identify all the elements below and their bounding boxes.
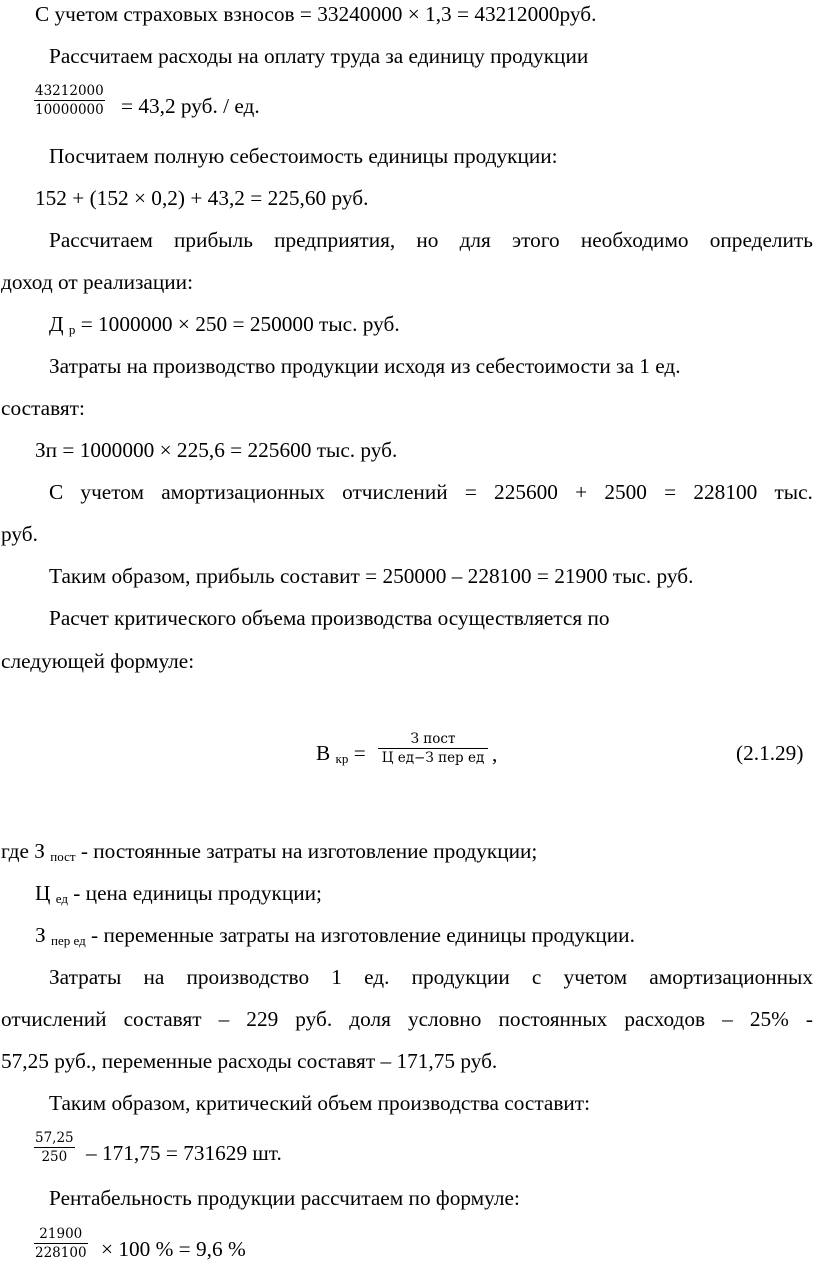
text-line: Затраты на производство продукции исходя из себестоимости за 1 ед. bbox=[49, 354, 681, 378]
justified-line bbox=[49, 479, 813, 505]
text-segment: Д bbox=[49, 312, 64, 336]
justified-line bbox=[49, 227, 813, 253]
fraction-numerator: 21900 bbox=[39, 1226, 83, 1242]
text-segment: Ц bbox=[35, 881, 51, 905]
text-line: доход от реализации: bbox=[1, 270, 193, 294]
word: с bbox=[531, 965, 542, 989]
text-line: Зп = 1000000 × 225,6 = 225600 тыс. руб. bbox=[35, 438, 398, 462]
word: расходов bbox=[624, 1007, 706, 1031]
text-segment: - цена единицы продукции; bbox=[73, 881, 322, 905]
text-line: Таким образом, прибыль составит = 250000 – 228100 = 21900 тыс. руб. bbox=[49, 564, 694, 588]
word: отчислений bbox=[342, 480, 448, 504]
equation-fraction bbox=[378, 731, 488, 766]
text-line: Рассчитаем расходы на оплату труда за единицу продукции bbox=[49, 44, 589, 68]
text-line: Таким образом, критический объем производства составит: bbox=[49, 1091, 591, 1115]
word: = bbox=[464, 480, 477, 504]
text-segment: В bbox=[316, 741, 331, 765]
text-line: Посчитаем полную себестоимость единицы продукции: bbox=[49, 144, 558, 168]
word: амортизационных bbox=[161, 480, 325, 504]
word: 2500 bbox=[604, 480, 647, 504]
word: учетом bbox=[563, 965, 628, 989]
text-line: следующей формуле: bbox=[1, 649, 195, 673]
word: доля bbox=[349, 1007, 391, 1031]
text-segment: где З bbox=[1, 839, 45, 863]
subscript: кр bbox=[335, 751, 349, 766]
text-line bbox=[35, 880, 322, 909]
word: С bbox=[49, 480, 64, 504]
word: – bbox=[218, 1007, 230, 1031]
word: Рассчитаем bbox=[49, 228, 153, 252]
word: 228100 bbox=[693, 480, 758, 504]
text-line: – 171,75 = 731629 шт. bbox=[86, 1141, 282, 1165]
subscript: ед bbox=[55, 891, 68, 906]
fraction-numerator: 57,25 bbox=[35, 1130, 74, 1146]
fraction-numerator: 43212000 bbox=[35, 83, 104, 99]
fraction-bar bbox=[34, 100, 105, 101]
equation-number: (2.1.29) bbox=[736, 741, 804, 765]
text-segment: = bbox=[353, 741, 366, 765]
text-line: С учетом страховых взносов = 33240000 × 1,3 = 43212000руб. bbox=[35, 2, 597, 26]
text-line bbox=[35, 922, 635, 951]
text-segment: З bbox=[35, 923, 46, 947]
word: 1 bbox=[331, 965, 342, 989]
text-line: = 43,2 руб. / ед. bbox=[121, 94, 260, 118]
fraction-denominator: 250 bbox=[41, 1149, 68, 1165]
word: - bbox=[805, 1007, 813, 1031]
word: продукции bbox=[411, 965, 510, 989]
fraction bbox=[34, 1226, 88, 1261]
word: – bbox=[722, 1007, 733, 1031]
word: предприятия, bbox=[274, 228, 396, 252]
word: 225600 bbox=[494, 480, 558, 504]
word: условно bbox=[407, 1007, 482, 1031]
fraction-denominator: 228100 bbox=[35, 1245, 87, 1261]
word: на bbox=[143, 965, 165, 989]
word: учетом bbox=[80, 480, 144, 504]
word: определить bbox=[709, 228, 813, 252]
equation-lhs bbox=[316, 740, 366, 769]
text-line bbox=[1, 838, 537, 867]
word: + bbox=[575, 480, 588, 504]
word: производство bbox=[186, 965, 310, 989]
word: отчислений bbox=[1, 1007, 107, 1031]
text-segment: - переменные затраты на изготовление единицы продукции. bbox=[91, 923, 635, 947]
word: тыс. bbox=[774, 480, 813, 504]
justified-line bbox=[49, 964, 813, 990]
word: прибыль bbox=[174, 228, 253, 252]
subscript: пер ед bbox=[51, 933, 86, 948]
fraction-denominator: 10000000 bbox=[35, 102, 104, 118]
word: этого bbox=[512, 228, 560, 252]
word: = bbox=[664, 480, 677, 504]
subscript: р bbox=[68, 322, 76, 337]
text-line: руб. bbox=[1, 522, 38, 546]
word: руб. bbox=[295, 1007, 333, 1031]
text-line: Рентабельность продукции рассчитаем по формуле: bbox=[49, 1186, 520, 1210]
text-segment: - постоянные затраты на изготовление продукции; bbox=[80, 839, 538, 863]
word: ед. bbox=[364, 965, 390, 989]
text-line bbox=[49, 311, 400, 340]
word: составят bbox=[123, 1007, 202, 1031]
word: необходимо bbox=[580, 228, 689, 252]
word: Затраты bbox=[49, 965, 122, 989]
word: для bbox=[459, 228, 491, 252]
subscript: пост bbox=[50, 849, 76, 864]
fraction-numerator: З пост bbox=[410, 731, 456, 747]
word: постоянных bbox=[498, 1007, 608, 1031]
word: амортизационных bbox=[649, 965, 813, 989]
text-line: × 100 % = 9,6 % bbox=[101, 1237, 246, 1261]
fraction-denominator: Ц ед−З пер ед bbox=[381, 750, 485, 766]
fraction-bar bbox=[34, 1147, 75, 1148]
text-line: 57,25 руб., переменные расходы составят – 171,75 руб. bbox=[1, 1049, 498, 1073]
fraction bbox=[34, 1130, 75, 1165]
fraction-bar bbox=[378, 748, 488, 749]
word: 25% bbox=[749, 1007, 789, 1031]
word: но bbox=[416, 228, 439, 252]
text-segment: , bbox=[492, 742, 498, 766]
text-line: составят: bbox=[1, 396, 85, 420]
word: 229 bbox=[246, 1007, 279, 1031]
justified-line bbox=[1, 1006, 813, 1032]
text-segment: = 1000000 × 250 = 250000 тыс. руб. bbox=[80, 312, 400, 336]
text-line: 152 + (152 × 0,2) + 43,2 = 225,60 руб. bbox=[35, 186, 369, 210]
text-line: Расчет критического объема производства осуществляется по bbox=[49, 606, 610, 630]
fraction bbox=[34, 83, 105, 118]
fraction-bar bbox=[34, 1243, 88, 1244]
